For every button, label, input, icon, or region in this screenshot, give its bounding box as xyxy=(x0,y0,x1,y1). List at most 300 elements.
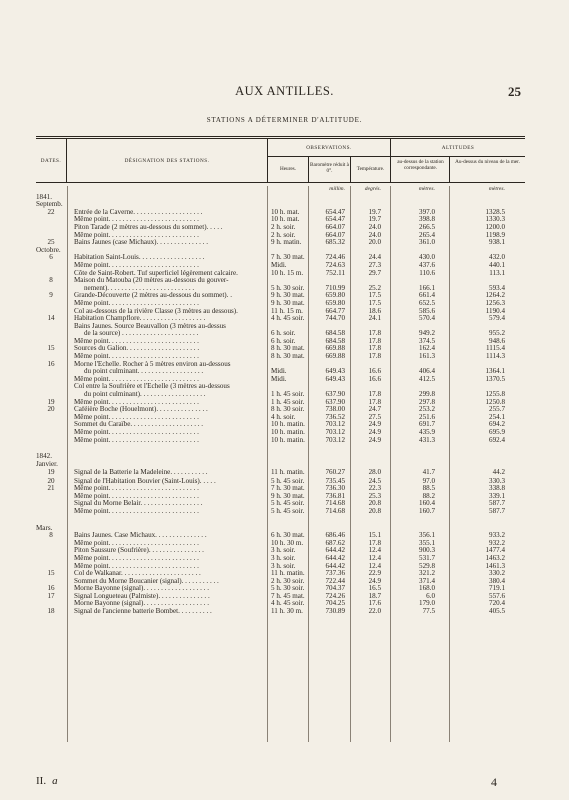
altitude-station-cell: 166.1 xyxy=(419,283,435,292)
barometer-cell: 644.42 xyxy=(325,561,345,570)
time-cell: 1 h. 45 soir. xyxy=(271,397,305,406)
altitude-station-cell: 356.1 xyxy=(419,531,435,540)
time-cell: 8 h. 30 soir. xyxy=(271,405,305,414)
designation-cell: Même point. . . . . . . . . . . . . . . . . . . . . . . . . . xyxy=(74,231,199,239)
temperature-cell: 19.7 xyxy=(368,207,381,216)
altitude-station-cell: 397.0 xyxy=(419,207,435,216)
altitude-station-cell: 321.2 xyxy=(419,569,435,578)
designation-cell: Habitation Saint-Louis. . . . . . . . . . . . . . . . . . . xyxy=(74,254,205,262)
page-footer xyxy=(36,775,525,791)
altitude-sea-cell: 938.1 xyxy=(489,238,505,247)
barometer-cell: 736.52 xyxy=(325,412,345,421)
time-cell: 7 h. 45 mat. xyxy=(271,591,305,600)
table-row xyxy=(36,468,525,476)
col-altitude-mer: Au-dessus du niveau de la mer. xyxy=(455,159,520,165)
running-header xyxy=(0,84,569,100)
barometer-cell: 637.90 xyxy=(325,397,345,406)
time-cell: 6 h. soir. xyxy=(271,336,296,345)
altitude-sea-cell: 1330.3 xyxy=(485,215,505,224)
altitude-station-cell: 110.6 xyxy=(419,268,435,277)
altitude-station-cell: 88.5 xyxy=(422,484,435,493)
col-observations: OBSERVATIONS. xyxy=(306,145,352,151)
barometer-cell: 722.44 xyxy=(325,576,345,585)
barometer-cell: 703.12 xyxy=(325,420,345,429)
time-cell: 5 h. 45 soir. xyxy=(271,506,305,515)
designation-cell: Même point. . . . . . . . . . . . . . . . . . . . . . . . . . xyxy=(74,353,199,361)
altitude-station-cell: 265.4 xyxy=(419,230,435,239)
time-cell: 10 h. matin. xyxy=(271,435,305,444)
altitude-sea-cell: 1198.9 xyxy=(485,230,505,239)
designation-cell: Même point. . . . . . . . . . . . . . . . . . . . . . . . . . xyxy=(74,436,199,444)
time-cell: Midi. xyxy=(271,260,287,269)
table-row xyxy=(36,376,525,384)
altitude-sea-cell: 933.2 xyxy=(489,531,505,540)
designation-cell: Même point. . . . . . . . . . . . . . . . . . . . . . . . . . xyxy=(74,429,199,436)
temperature-cell: 27.3 xyxy=(368,260,381,269)
barometer-cell: 724.26 xyxy=(325,591,345,600)
time-cell: 11 h. 15 m. xyxy=(271,306,303,315)
designation-cell: Morne Bayonne (signal). . . . . . . . . . . . . . . . . . . xyxy=(74,585,209,593)
time-cell: 3 h. soir. xyxy=(271,561,296,570)
designation-cell: Habitation Champflore. . . . . . . . . . . . . . . . . . . xyxy=(74,315,206,323)
designation-cell: Col de Walkanar. . . . . . . . . . . . . . . . . . . . . . . xyxy=(74,570,201,578)
designation-cell: Sources du Galion. . . . . . . . . . . . . . . . . . . . . xyxy=(74,345,200,353)
barometer-cell: 724.63 xyxy=(325,260,345,269)
barometer-cell: 760.27 xyxy=(325,468,345,477)
month-row xyxy=(36,461,525,469)
date-cell: 6 xyxy=(49,253,53,262)
altitude-sea-cell: 587.7 xyxy=(489,499,505,508)
table-body xyxy=(36,186,525,616)
temperature-cell: 24.4 xyxy=(368,253,381,262)
altitude-sea-cell: 1200.0 xyxy=(485,222,505,231)
designation-cell: Entrée de la Caverne. . . . . . . . . . . . . . . . . . . . xyxy=(74,208,203,216)
designation-cell: Signal de la Batterie la Madeleine. . . . . . . . . . . xyxy=(74,468,208,477)
designation-cell: Signal du Morne Belair. . . . . . . . . . . . . . . . . . xyxy=(74,500,203,508)
date-cell: 8 xyxy=(49,276,53,285)
time-cell: 9 h. 30 mat. xyxy=(271,491,305,500)
altitude-sea-cell: 719.1 xyxy=(489,584,505,593)
altitude-station-cell: 570.4 xyxy=(419,314,435,323)
barometer-cell: 637.90 xyxy=(325,390,345,399)
designation-cell: Signal de l'Habitation Bouvier (Saint-Louis). . . . . xyxy=(74,476,216,485)
page-number: 25 xyxy=(508,84,521,99)
temperature-cell: 17.8 xyxy=(368,344,381,353)
barometer-cell: 737.36 xyxy=(325,569,345,578)
altitude-sea-cell: 338.8 xyxy=(489,484,505,493)
altitude-station-cell: 691.7 xyxy=(419,420,435,429)
altitude-sea-cell: 694.2 xyxy=(489,420,505,429)
barometer-cell: 685.32 xyxy=(325,238,345,247)
time-cell: 4 h. soir. xyxy=(271,412,296,421)
date-cell: 21 xyxy=(47,484,55,493)
designation-cell: Piton Saussure (Soufrière). . . . . . . . . . . . . . . . xyxy=(74,547,204,555)
unit-alt2: mètres. xyxy=(488,186,505,192)
temperature-cell: 19.7 xyxy=(368,215,381,224)
altitude-sea-cell: 695.9 xyxy=(489,428,505,436)
temperature-cell: 24.0 xyxy=(368,230,381,239)
temperature-cell: 12.4 xyxy=(368,546,381,555)
altitude-station-cell: 529.8 xyxy=(419,561,435,570)
temperature-cell: 24.7 xyxy=(368,405,381,414)
temperature-cell: 24.5 xyxy=(368,476,381,485)
barometer-cell: 669.88 xyxy=(325,344,345,353)
table-row xyxy=(36,516,525,525)
designation-cell: Signal de l'ancienne batterie Bombet. . . . . . . . . . xyxy=(74,608,212,616)
time-cell: 10 h. 30 m. xyxy=(271,538,304,547)
temperature-cell: 18.6 xyxy=(368,306,381,315)
time-cell: 6 h. 30 mat. xyxy=(271,531,305,540)
date-cell: 20 xyxy=(47,476,55,485)
barometer-cell: 738.00 xyxy=(325,405,345,414)
temperature-cell: 17.5 xyxy=(368,291,381,300)
altitude-station-cell: 97.0 xyxy=(422,476,435,485)
month-label: Janvier. xyxy=(36,459,58,468)
altitude-sea-cell: 692.4 xyxy=(489,435,505,444)
designation-cell: Bains Jaunes. Source Beauvallon (3 mètres au-dessus xyxy=(74,322,226,330)
date-cell: 19 xyxy=(47,397,55,406)
date-cell: 9 xyxy=(49,291,53,300)
barometer-cell: 704.37 xyxy=(325,584,345,593)
barometer-cell: 644.42 xyxy=(325,553,345,562)
altitude-station-cell: 299.8 xyxy=(419,390,435,399)
temperature-cell: 24.1 xyxy=(368,314,381,323)
barometer-cell: 714.68 xyxy=(325,499,345,508)
time-cell: 11 h. matin. xyxy=(271,569,305,578)
unit-baro: millim. xyxy=(329,186,345,192)
footer-sheet-number: 4 xyxy=(491,775,497,789)
altitude-sea-cell: 948.6 xyxy=(489,336,505,345)
barometer-cell: 684.58 xyxy=(325,329,345,338)
designation-cell: Maison du Matouba (20 mètres au-dessous du gouver- xyxy=(74,277,229,285)
altitude-sea-cell: 432.0 xyxy=(489,253,505,262)
month-label: Septemb. xyxy=(36,200,63,209)
date-cell: 20 xyxy=(47,405,55,414)
barometer-cell: 710.99 xyxy=(325,283,345,292)
barometer-cell: 659.80 xyxy=(325,291,345,300)
altitude-station-cell: 355.1 xyxy=(419,538,435,547)
designation-cell: Même point. . . . . . . . . . . . . . . . . . . . . . . . . . xyxy=(74,337,199,345)
time-cell: 6 h. soir. xyxy=(271,329,296,338)
temperature-cell: 27.5 xyxy=(368,412,381,421)
temperature-cell: 29.7 xyxy=(368,268,381,277)
temperature-cell: 17.6 xyxy=(368,599,381,608)
time-cell: 3 h. soir. xyxy=(271,546,296,555)
temperature-cell: 24.9 xyxy=(368,420,381,429)
designation-cell: Caféière Boche (Houelmont). . . . . . . . . . . . . . . xyxy=(74,406,208,414)
month-label: 1842. xyxy=(36,452,52,461)
date-cell: 17 xyxy=(47,591,55,600)
date-cell: 16 xyxy=(47,584,55,593)
altitude-station-cell: 371.4 xyxy=(419,576,435,585)
col-designation: DÉSIGNATION DES STATIONS. xyxy=(124,158,210,164)
date-cell: 25 xyxy=(47,238,55,247)
time-cell: 7 h. 30 mat. xyxy=(271,484,305,493)
altitude-station-cell: 374.5 xyxy=(419,336,435,345)
date-cell: 15 xyxy=(47,569,55,578)
barometer-cell: 654.47 xyxy=(325,215,345,224)
altitude-station-cell: 6.0 xyxy=(426,591,435,600)
altitude-sea-cell: 1328.5 xyxy=(485,207,505,216)
altitude-station-cell: 361.0 xyxy=(419,238,435,247)
designation-cell: Grande-Découverte (2 mètres au-dessous du sommet). . xyxy=(74,292,232,300)
barometer-cell: 730.89 xyxy=(325,607,345,616)
date-cell: 14 xyxy=(47,314,55,323)
designation-cell: Même point. . . . . . . . . . . . . . . . . . . . . . . . . . xyxy=(74,299,199,307)
time-cell: 4 h. 45 soir. xyxy=(271,599,305,608)
table-row xyxy=(36,315,525,323)
designation-cell: Bains Jaunes. Case Michaux. . . . . . . . . . . . . . . xyxy=(74,532,207,540)
time-cell: 11 h. 30 m. xyxy=(271,607,303,616)
altitude-station-cell: 661.4 xyxy=(419,291,435,300)
barometer-cell: 686.46 xyxy=(325,531,345,540)
month-label: 1841. xyxy=(36,192,52,201)
altitude-station-cell: 162.4 xyxy=(419,344,435,353)
barometer-cell: 649.43 xyxy=(325,367,345,376)
barometer-cell: 654.47 xyxy=(325,207,345,216)
designation-cell: de la source) . . . . . . . . . . . . . . . . . . . . . . xyxy=(84,330,199,338)
time-cell: 2 h. soir. xyxy=(271,230,296,239)
month-label: Mars. xyxy=(36,523,53,532)
table-row xyxy=(36,437,525,445)
altitude-sea-cell: 1264.2 xyxy=(485,291,505,300)
footer-signature: II. a xyxy=(36,775,58,787)
altitude-station-cell: 161.3 xyxy=(419,352,435,361)
month-label: Octobre. xyxy=(36,245,61,254)
col-barometre: Baromètre réduit à 0°. xyxy=(310,162,349,174)
altitude-sea-cell: 1255.8 xyxy=(485,390,505,399)
time-cell: 10 h. mat. xyxy=(271,215,300,224)
altitude-sea-cell: 955.2 xyxy=(489,329,505,338)
temperature-cell: 16.5 xyxy=(368,584,381,593)
altitude-station-cell: 160.4 xyxy=(419,499,435,508)
date-cell: 15 xyxy=(47,344,55,353)
temperature-cell: 12.4 xyxy=(368,553,381,562)
altitude-sea-cell: 330.2 xyxy=(489,569,505,578)
altitude-sea-cell: 1364.1 xyxy=(485,367,505,376)
altitude-sea-cell: 113.1 xyxy=(489,268,505,277)
barometer-cell: 664.77 xyxy=(325,306,345,315)
designation-cell: Même point. . . . . . . . . . . . . . . . . . . . . . . . . . xyxy=(74,413,199,421)
designation-cell: Sommet du Caraïbe. . . . . . . . . . . . . . . . . . . . . xyxy=(74,421,204,429)
date-cell: 18 xyxy=(47,607,55,616)
altitude-station-cell: 179.0 xyxy=(419,599,435,608)
altitude-sea-cell: 330.3 xyxy=(489,476,505,485)
barometer-cell: 714.68 xyxy=(325,506,345,515)
unit-alt1: mètres. xyxy=(418,186,435,192)
designation-cell: nement). . . . . . . . . . . . . . . . . . . . . . . . . xyxy=(84,284,195,292)
barometer-cell: 736.30 xyxy=(325,484,345,493)
altitude-station-cell: 251.6 xyxy=(419,412,435,421)
table-row xyxy=(36,608,525,616)
designation-cell: Même point. . . . . . . . . . . . . . . . . . . . . . . . . . xyxy=(74,492,199,500)
designation-cell: Même point. . . . . . . . . . . . . . . . . . . . . . . . . . xyxy=(74,485,199,493)
designation-cell: Piton Tarade (2 mètres au-dessous du sommet). . . . . xyxy=(74,223,223,231)
altitude-station-cell: 437.6 xyxy=(419,260,435,269)
barometer-cell: 704.25 xyxy=(325,599,345,608)
temperature-cell: 25.2 xyxy=(368,283,381,292)
altitude-station-cell: 88.2 xyxy=(422,491,435,500)
altitude-sea-cell: 1250.8 xyxy=(485,397,505,406)
table-row xyxy=(36,353,525,361)
altitude-station-cell: 435.9 xyxy=(419,428,435,436)
table-row xyxy=(36,508,525,516)
time-cell: 7 h. 30 mat. xyxy=(271,253,305,262)
temperature-cell: 20.8 xyxy=(368,499,381,508)
altitude-station-cell: 168.0 xyxy=(419,584,435,593)
time-cell: 9 h. 30 mat. xyxy=(271,291,305,300)
temperature-cell: 20.0 xyxy=(368,238,381,247)
table-row xyxy=(36,270,525,278)
altitude-sea-cell: 1463.2 xyxy=(485,553,505,562)
designation-cell: Même point. . . . . . . . . . . . . . . . . . . . . . . . . . xyxy=(74,554,199,562)
barometer-cell: 659.80 xyxy=(325,298,345,307)
page-title: AUX ANTILLES. xyxy=(235,84,334,98)
altitude-sea-cell: 1115.4 xyxy=(486,344,505,353)
altitude-sea-cell: 593.4 xyxy=(489,283,505,292)
barometer-cell: 687.62 xyxy=(325,538,345,547)
col-altitude-station: au-dessus de la station correspondante. xyxy=(397,159,444,171)
barometer-cell: 684.58 xyxy=(325,336,345,345)
time-cell: 3 h. soir. xyxy=(271,553,296,562)
altitude-station-cell: 900.3 xyxy=(419,546,435,555)
designation-cell: Morne Bayonne (signal). . . . . . . . . . . . . . . . . . . xyxy=(74,600,209,608)
altitude-sea-cell: 1477.4 xyxy=(485,546,505,555)
units-row xyxy=(36,186,525,194)
temperature-cell: 12.4 xyxy=(368,561,381,570)
time-cell: 5 h. 45 soir. xyxy=(271,476,305,485)
altitude-sea-cell: 1190.4 xyxy=(485,306,505,315)
temperature-cell: 24.0 xyxy=(368,222,381,231)
time-cell: 5 h. 30 soir. xyxy=(271,584,305,593)
date-cell: 16 xyxy=(47,359,55,368)
altitude-sea-cell: 440.1 xyxy=(489,260,505,269)
col-altitudes: ALTITUDES xyxy=(441,145,475,151)
barometer-cell: 644.42 xyxy=(325,546,345,555)
altitude-station-cell: 652.5 xyxy=(419,298,435,307)
altitude-station-cell: 253.2 xyxy=(419,405,435,414)
barometer-cell: 735.45 xyxy=(325,476,345,485)
time-cell: 9 h. matin. xyxy=(271,238,302,247)
altitude-sea-cell: 1256.3 xyxy=(485,298,505,307)
altitude-sea-cell: 339.1 xyxy=(489,491,505,500)
altitude-station-cell: 949.2 xyxy=(419,329,435,338)
altitude-station-cell: 431.3 xyxy=(419,435,435,444)
time-cell: 10 h. mat. xyxy=(271,207,300,216)
date-cell: 8 xyxy=(49,531,53,540)
table-row xyxy=(36,444,525,453)
time-cell: 1 h. 45 soir. xyxy=(271,390,305,399)
time-cell: 4 h. 45 soir. xyxy=(271,314,305,323)
altitude-sea-cell: 579.4 xyxy=(489,314,505,323)
designation-cell: Même point. . . . . . . . . . . . . . . . . . . . . . . . . . xyxy=(74,562,199,570)
table-row xyxy=(36,239,525,247)
designation-cell: Signal Longueteau (Palmiste). . . . . . . . . . . . . . . xyxy=(74,592,210,600)
altitude-station-cell: 585.6 xyxy=(419,306,435,315)
month-row xyxy=(36,194,525,202)
barometer-cell: 703.12 xyxy=(325,428,345,436)
temperature-cell: 24.9 xyxy=(368,435,381,444)
month-row xyxy=(36,453,525,461)
time-cell: 8 h. 30 mat. xyxy=(271,352,305,361)
altitude-station-cell: 406.4 xyxy=(419,367,435,376)
col-dates: DATES. xyxy=(40,158,62,164)
time-cell: Midi. xyxy=(271,367,287,376)
altitude-station-cell: 77.5 xyxy=(422,607,435,616)
time-cell: 11 h. matin. xyxy=(271,468,305,477)
barometer-cell: 736.81 xyxy=(325,491,345,500)
designation-cell: Côte de Saint-Robert. Tuf superficiel légèrement calcaire. xyxy=(74,269,238,277)
barometer-cell: 669.88 xyxy=(325,352,345,361)
col-heures: Heures. xyxy=(280,166,296,172)
designation-cell: du point culminant. . . . . . . . . . . . . . . . . . . xyxy=(84,368,204,376)
date-cell: 19 xyxy=(47,468,55,477)
designation-cell: du point culminant). . . . . . . . . . . . . . . . . . . xyxy=(84,391,206,399)
temperature-cell: 25.3 xyxy=(368,491,381,500)
designation-cell: Sommet du Morne Boucanier (signal). . . . . . . . . . . xyxy=(74,577,219,585)
altitude-station-cell: 430.0 xyxy=(419,253,435,262)
altitude-sea-cell: 1114.3 xyxy=(486,352,505,361)
altitude-station-cell: 398.8 xyxy=(419,215,435,224)
temperature-cell: 17.8 xyxy=(368,329,381,338)
altitude-sea-cell: 587.7 xyxy=(489,506,505,515)
designation-cell: Même point. . . . . . . . . . . . . . . . . . . . . . . . . . xyxy=(74,375,199,383)
altitude-station-cell: 531.7 xyxy=(419,553,435,562)
table-title: STATIONS A DÉTERMINER D'ALTITUDE. xyxy=(206,116,363,124)
altitude-station-cell: 412.5 xyxy=(419,374,435,383)
temperature-cell: 17.5 xyxy=(368,298,381,307)
altitude-station-cell: 160.7 xyxy=(419,506,435,515)
barometer-cell: 664.07 xyxy=(325,222,345,231)
temperature-cell: 17.8 xyxy=(368,352,381,361)
altitude-sea-cell: 380.4 xyxy=(489,576,505,585)
designation-cell: Morne l'Échelle. Rocher à 5 mètres environ au-dessous xyxy=(74,360,231,368)
designation-cell: Même point. . . . . . . . . . . . . . . . . . . . . . . . . . xyxy=(74,539,199,547)
barometer-cell: 744.70 xyxy=(325,314,345,323)
temperature-cell: 16.6 xyxy=(368,374,381,383)
altitude-sea-cell: 1370.5 xyxy=(485,374,505,383)
time-cell: 10 h. matin. xyxy=(271,420,305,429)
altitude-sea-cell: 720.4 xyxy=(489,599,505,608)
temperature-cell: 17.8 xyxy=(368,538,381,547)
designation-cell: Même point. . . . . . . . . . . . . . . . . . . . . . . . . . xyxy=(74,216,199,224)
designation-cell: Bains Jaunes (case Michaux). . . . . . . . . . . . . . . xyxy=(74,239,208,247)
date-cell: 22 xyxy=(47,207,55,216)
time-cell: 9 h. 30 mat. xyxy=(271,298,305,307)
temperature-cell: 22.9 xyxy=(368,569,381,578)
designation-cell: Col entre la Soufrière et l'Échelle (3 mètres au-dessous xyxy=(74,383,230,391)
barometer-cell: 724.46 xyxy=(325,253,345,262)
temperature-cell: 28.0 xyxy=(368,468,381,477)
temperature-cell: 24.9 xyxy=(368,576,381,585)
altitude-station-cell: 41.7 xyxy=(422,468,435,477)
designation-cell: Même point. . . . . . . . . . . . . . . . . . . . . . . . . . xyxy=(74,507,199,515)
col-temperature: Température. xyxy=(356,166,385,172)
altitude-sea-cell: 405.5 xyxy=(489,607,505,616)
temperature-cell: 24.9 xyxy=(368,428,381,436)
temperature-cell: 15.1 xyxy=(368,531,381,540)
time-cell: 8 h. 30 mat. xyxy=(271,344,305,353)
time-cell: 5 h. 45 soir. xyxy=(271,499,305,508)
altitude-sea-cell: 255.7 xyxy=(489,405,505,414)
altitude-sea-cell: 254.1 xyxy=(489,412,505,421)
altitude-sea-cell: 1461.3 xyxy=(485,561,505,570)
designation-cell: Même point. . . . . . . . . . . . . . . . . . . . . . . . . . xyxy=(74,261,199,269)
altitude-station-cell: 266.5 xyxy=(419,222,435,231)
temperature-cell: 17.8 xyxy=(368,336,381,345)
unit-temp: degrés. xyxy=(364,186,381,192)
time-cell: 10 h. 15 m. xyxy=(271,268,304,277)
